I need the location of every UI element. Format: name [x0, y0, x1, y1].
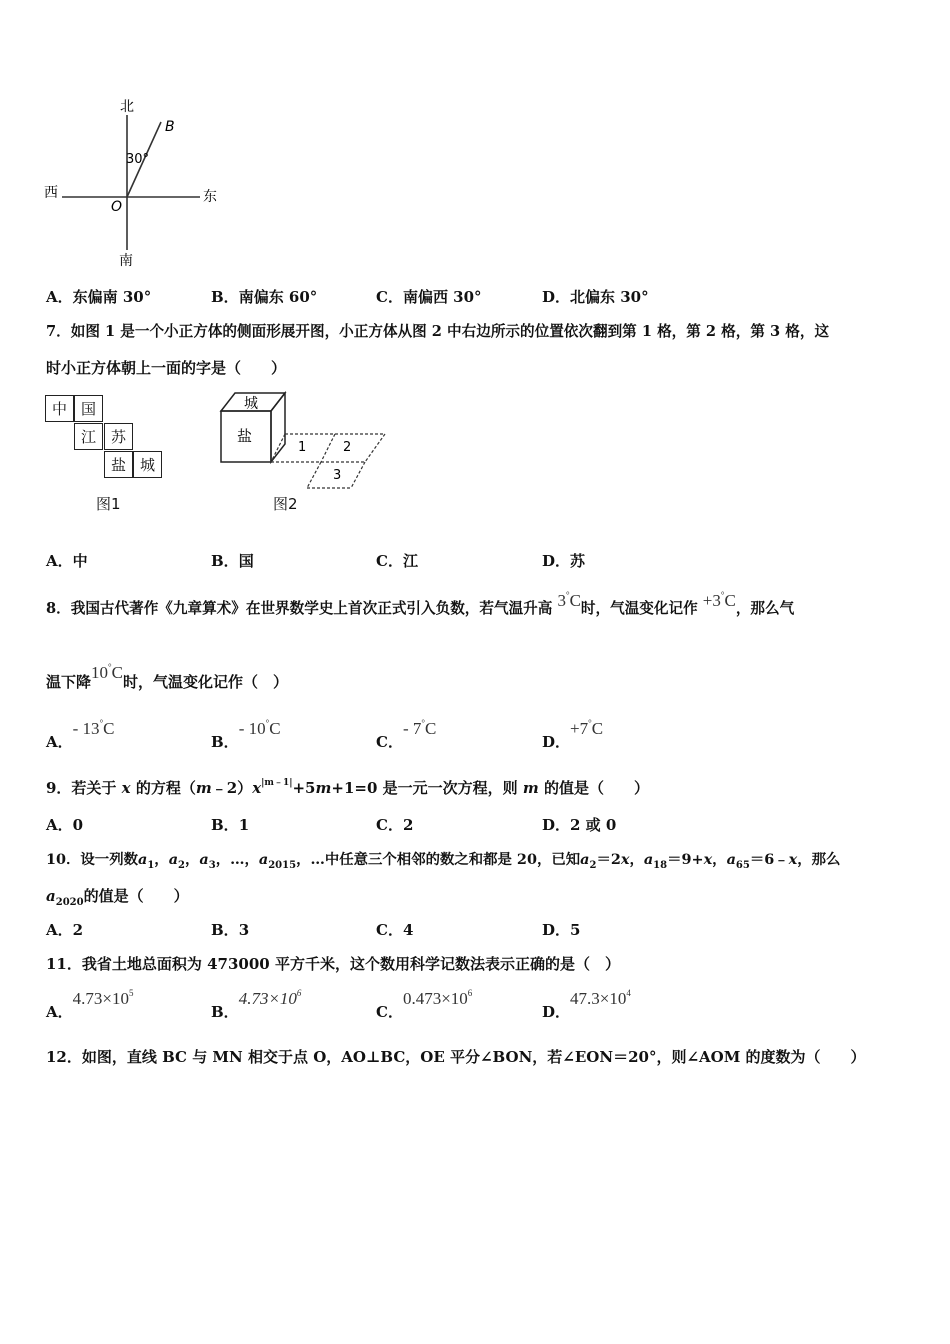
q12-question: 12．如图，直线 BC 与 MN 相交于点 O，AO⊥BC，OE 平分∠BON，若∠EON＝20°，则∠AOM 的度数为（ ） [46, 1048, 866, 1066]
q7-line2: 时小正方体朝上一面的字是（ ） [46, 359, 287, 377]
q9-option-c: C．2 [376, 816, 414, 834]
q9-question: 9．若关于 x 的方程$(m﹣2)x^{|m﹣1|}+5m+1=0$ 是一元一次方程，则 m 的值是（ ） [46, 778, 649, 797]
compass-angle: 30° [126, 152, 150, 167]
q8-value-rise: 3 [557, 591, 566, 610]
q10-option-c: C．4 [376, 921, 414, 939]
q8-option-b: B．- 10°C [211, 718, 281, 751]
q8-option-a: A．- 13°C [46, 718, 115, 751]
q10-line2: $a_{2020}$的值是（ ） [46, 887, 189, 908]
figure-1-caption: 图1 [96, 495, 121, 513]
compass-west: 西 [44, 185, 58, 201]
q8-line1: 8．我国古代著作《九章算术》在世界数学史上首次正式引入负数，若气温升高 3°C时，气温变化记作 +3°C，那么气 [46, 590, 795, 617]
cube-top-face: 城 [244, 396, 258, 412]
q6-option-d: D．北偏东 30° [542, 288, 649, 306]
compass-east: 东 [203, 189, 217, 205]
q7-option-a: A．中 [46, 552, 88, 570]
q10-line1: 10．设一列数$a_1$，$a_2$，$a_3$，…，$a_{2015}$，…中任意三个相邻的数之和都是 20，已知$a_2=2x$，$a_{18}=9+x$，$a_{65}=6﹣x$，那么 [46, 851, 841, 871]
q8-value-drop: 10 [91, 663, 109, 682]
compass-origin: O [111, 199, 123, 215]
q10-option-d: D．5 [542, 921, 581, 939]
q7-option-d: D．苏 [542, 552, 586, 570]
q8-option-d: D．+7°C [542, 718, 604, 751]
net-cell: 盐 [104, 451, 133, 478]
q7-line1: 7．如图 1 是一个小正方体的侧面形展开图，小正方体从图 2 中右边所示的位置依次翻到第 1 格，第 2 格，第 3 格，这 [46, 323, 830, 340]
q8-value-record: +3 [702, 591, 721, 610]
net-cell: 苏 [104, 423, 133, 450]
q8-option-c: C．- 7°C [376, 718, 437, 751]
q11-question: 11．我省土地总面积为 473000 平方千米，这个数用科学记数法表示正确的是（ ） [46, 955, 620, 973]
compass-south: 南 [119, 253, 133, 269]
q8-line2: 温下降10°C时，气温变化记作（ ） [46, 662, 288, 691]
q6-option-b: B．南偏东 60° [211, 288, 318, 306]
q10-option-b: B．3 [211, 921, 250, 939]
q9-option-a: A．0 [46, 816, 84, 834]
grid-cell-2: 2 [343, 440, 352, 455]
net-cell: 江 [74, 423, 103, 450]
q6-option-c: C．南偏西 30° [376, 288, 482, 306]
q10-option-a: A．2 [46, 921, 84, 939]
compass-north: 北 [120, 99, 134, 115]
cube-roll-figure [215, 385, 390, 495]
q9-option-b: B．1 [211, 816, 250, 834]
q9-option-d: D．2 或 0 [542, 816, 617, 834]
q11-option-b: B．$4.73\times 10^6$ [211, 988, 302, 1021]
net-cell: 国 [74, 395, 103, 422]
figure-2-caption: 图2 [273, 495, 298, 513]
grid-cell-3: 3 [333, 468, 342, 483]
q11-option-d: D．$47.3\times 10^4$ [542, 988, 631, 1021]
q7-option-b: B．国 [211, 552, 254, 570]
compass-ray-label: B [165, 119, 175, 135]
q7-option-c: C．江 [376, 552, 418, 570]
q11-option-c: C．$0.473\times 10^6$ [376, 988, 473, 1021]
q6-option-a: A．东偏南 30° [46, 288, 152, 306]
cube-front-face: 盐 [237, 427, 253, 445]
net-cell: 中 [45, 395, 74, 422]
grid-cell-1: 1 [298, 440, 307, 455]
net-cell: 城 [133, 451, 162, 478]
q11-option-a: A．$4.73\times 10^5$ [46, 988, 134, 1021]
compass-diagram [40, 95, 230, 270]
